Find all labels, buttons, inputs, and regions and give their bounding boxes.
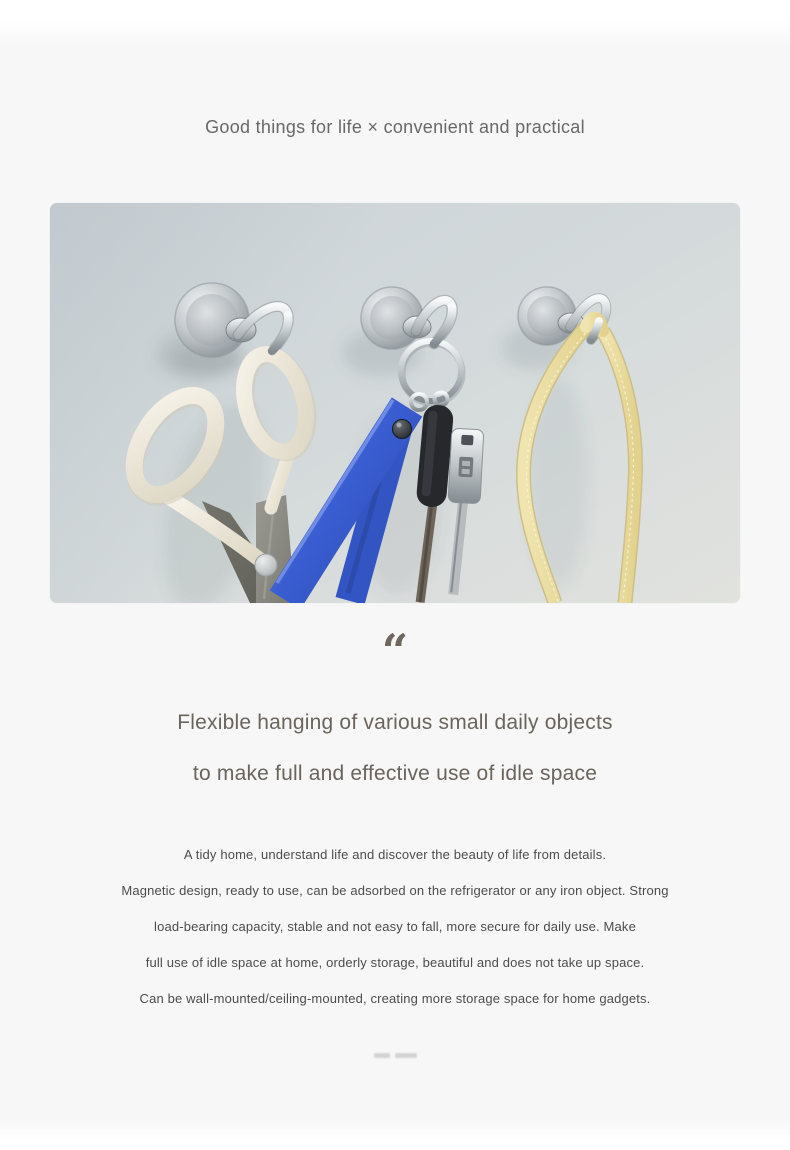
body-line: load-bearing capacity, stable and not easy to fall, more secure for daily use. Make	[154, 919, 636, 934]
body-line: A tidy home, understand life and discover the beauty of life from details.	[183, 847, 607, 862]
body-copy	[45, 837, 745, 1017]
headline-line2: to make full and effective use of idle space	[192, 762, 598, 785]
body-line: Can be wall-mounted/ceiling-mounted, creating more storage space for home gadgets.	[139, 991, 651, 1006]
top-caption: Good things for life × convenient and practical	[205, 117, 585, 137]
quote-mark-icon: “	[381, 624, 409, 678]
body-line: Magnetic design, ready to use, can be adsorbed on the refrigerator or any iron object. Strong	[121, 883, 669, 898]
product-photo	[50, 203, 740, 603]
body-line: full use of idle space at home, orderly storage, beautiful and does not take up space.	[145, 955, 645, 970]
headline-line1: Flexible hanging of various small daily objects	[177, 711, 613, 734]
watermark-smudge	[368, 1051, 422, 1060]
